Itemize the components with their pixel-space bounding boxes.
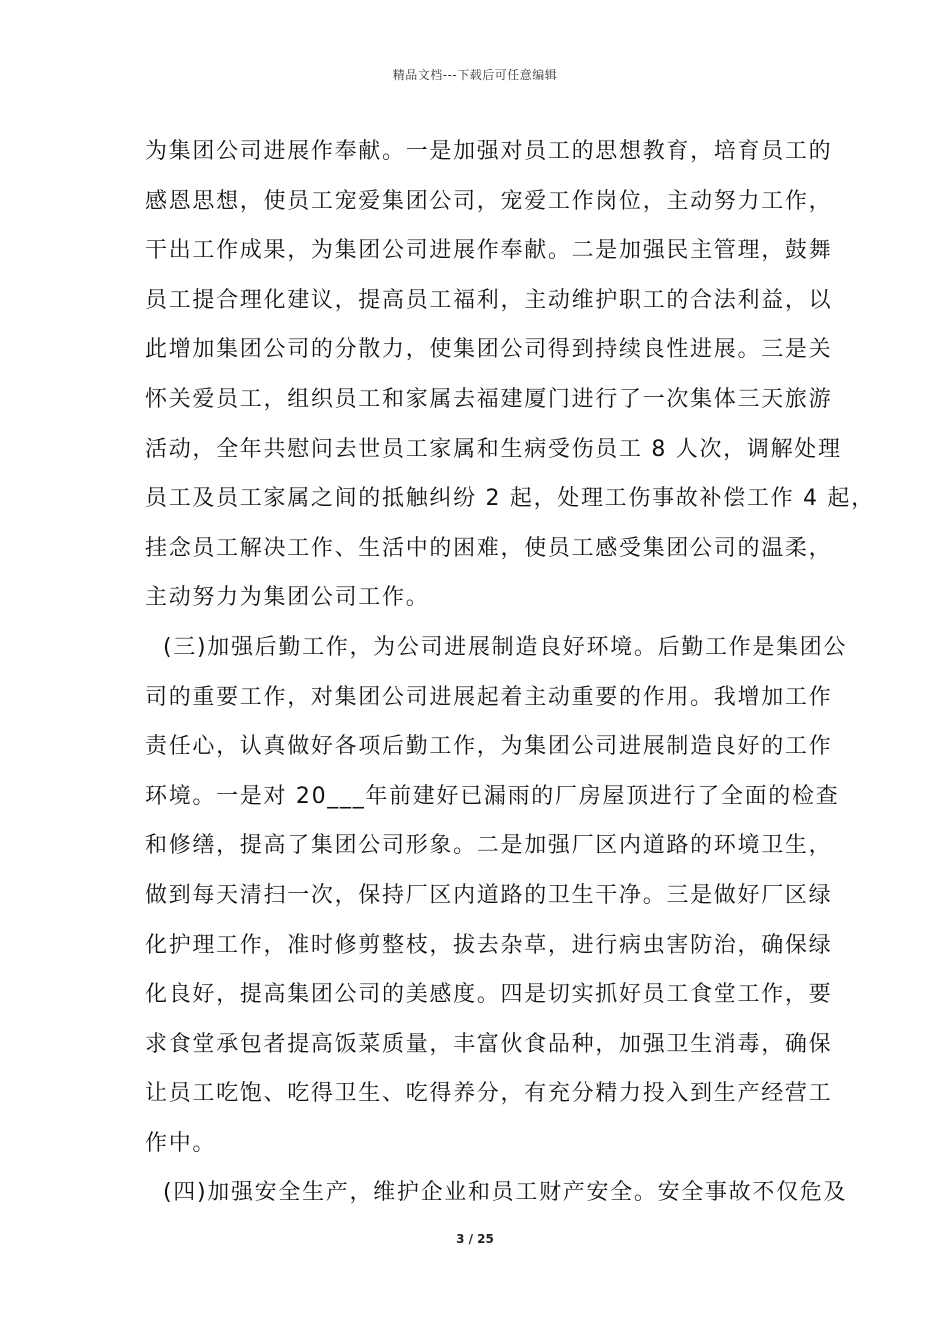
text-line: 活动，全年共慰问去世员工家属和生病受伤员工 8 人次，调解处理: [145, 436, 842, 462]
text-line: 让员工吃饱、吃得卫生、吃得养分，有充分精力投入到生产经营工: [145, 1081, 833, 1107]
text-line: 此增加集团公司的分散力，使集团公司得到持续良性进展。三是关: [145, 337, 833, 363]
paragraph-heading-4: (四)加强安全生产，维护企业和员工财产安全。安全事故不仅危及: [163, 1180, 848, 1206]
page-number: 3 / 25: [456, 1232, 494, 1246]
text-line: 怀关爱员工，组织员工和家属去福建厦门进行了一次集体三天旅游: [145, 386, 833, 412]
text-line: 作中。: [145, 1130, 217, 1156]
document-body: [145, 132, 875, 1223]
text-line: 化护理工作，准时修剪整枝，拔去杂草，进行病虫害防治，确保绿: [145, 932, 833, 958]
text-line: 为集团公司进展作奉献。一是加强对员工的思想教育，培育员工的: [145, 139, 833, 164]
text-line: 司的重要工作，对集团公司进展起着主动重要的作用。我增加工作: [145, 684, 833, 710]
text-line: 和修缮，提高了集团公司形象。二是加强厂区内道路的环境卫生，: [145, 833, 833, 859]
paragraph-heading-3: (三)加强后勤工作，为公司进展制造良好环境。后勤工作是集团公: [163, 634, 848, 660]
text-line: 责任心，认真做好各项后勤工作，为集团公司进展制造良好的工作: [145, 734, 833, 760]
page-header: 精品文档---下载后可任意编辑: [392, 68, 558, 82]
text-line: 求食堂承包者提高饭菜质量，丰富伙食品种，加强卫生消毒，确保: [145, 1031, 833, 1057]
text-line: 主动努力为集团公司工作。: [145, 585, 430, 611]
text-line: 环境。一是对 20___年前建好已漏雨的厂房屋顶进行了全面的检查: [145, 783, 840, 809]
text-line: 化良好，提高集团公司的美感度。四是切实抓好员工食堂工作，要: [145, 982, 833, 1008]
text-line: 员工及员工家属之间的抵触纠纷 2 起，处理工伤事故补偿工作 4 起，: [145, 486, 875, 512]
text-line: 员工提合理化建议，提高员工福利，主动维护职工的合法利益，以: [145, 287, 833, 313]
text-line: 挂念员工解决工作、生活中的困难，使员工感受集团公司的温柔，: [145, 535, 833, 561]
text-line: 干出工作成果，为集团公司进展作奉献。二是加强民主管理，鼓舞: [145, 238, 833, 264]
text-line: 感恩思想，使员工宠爱集团公司，宠爱工作岗位，主动努力工作，: [145, 188, 833, 214]
text-line: 做到每天清扫一次，保持厂区内道路的卫生干净。三是做好厂区绿: [145, 882, 833, 908]
